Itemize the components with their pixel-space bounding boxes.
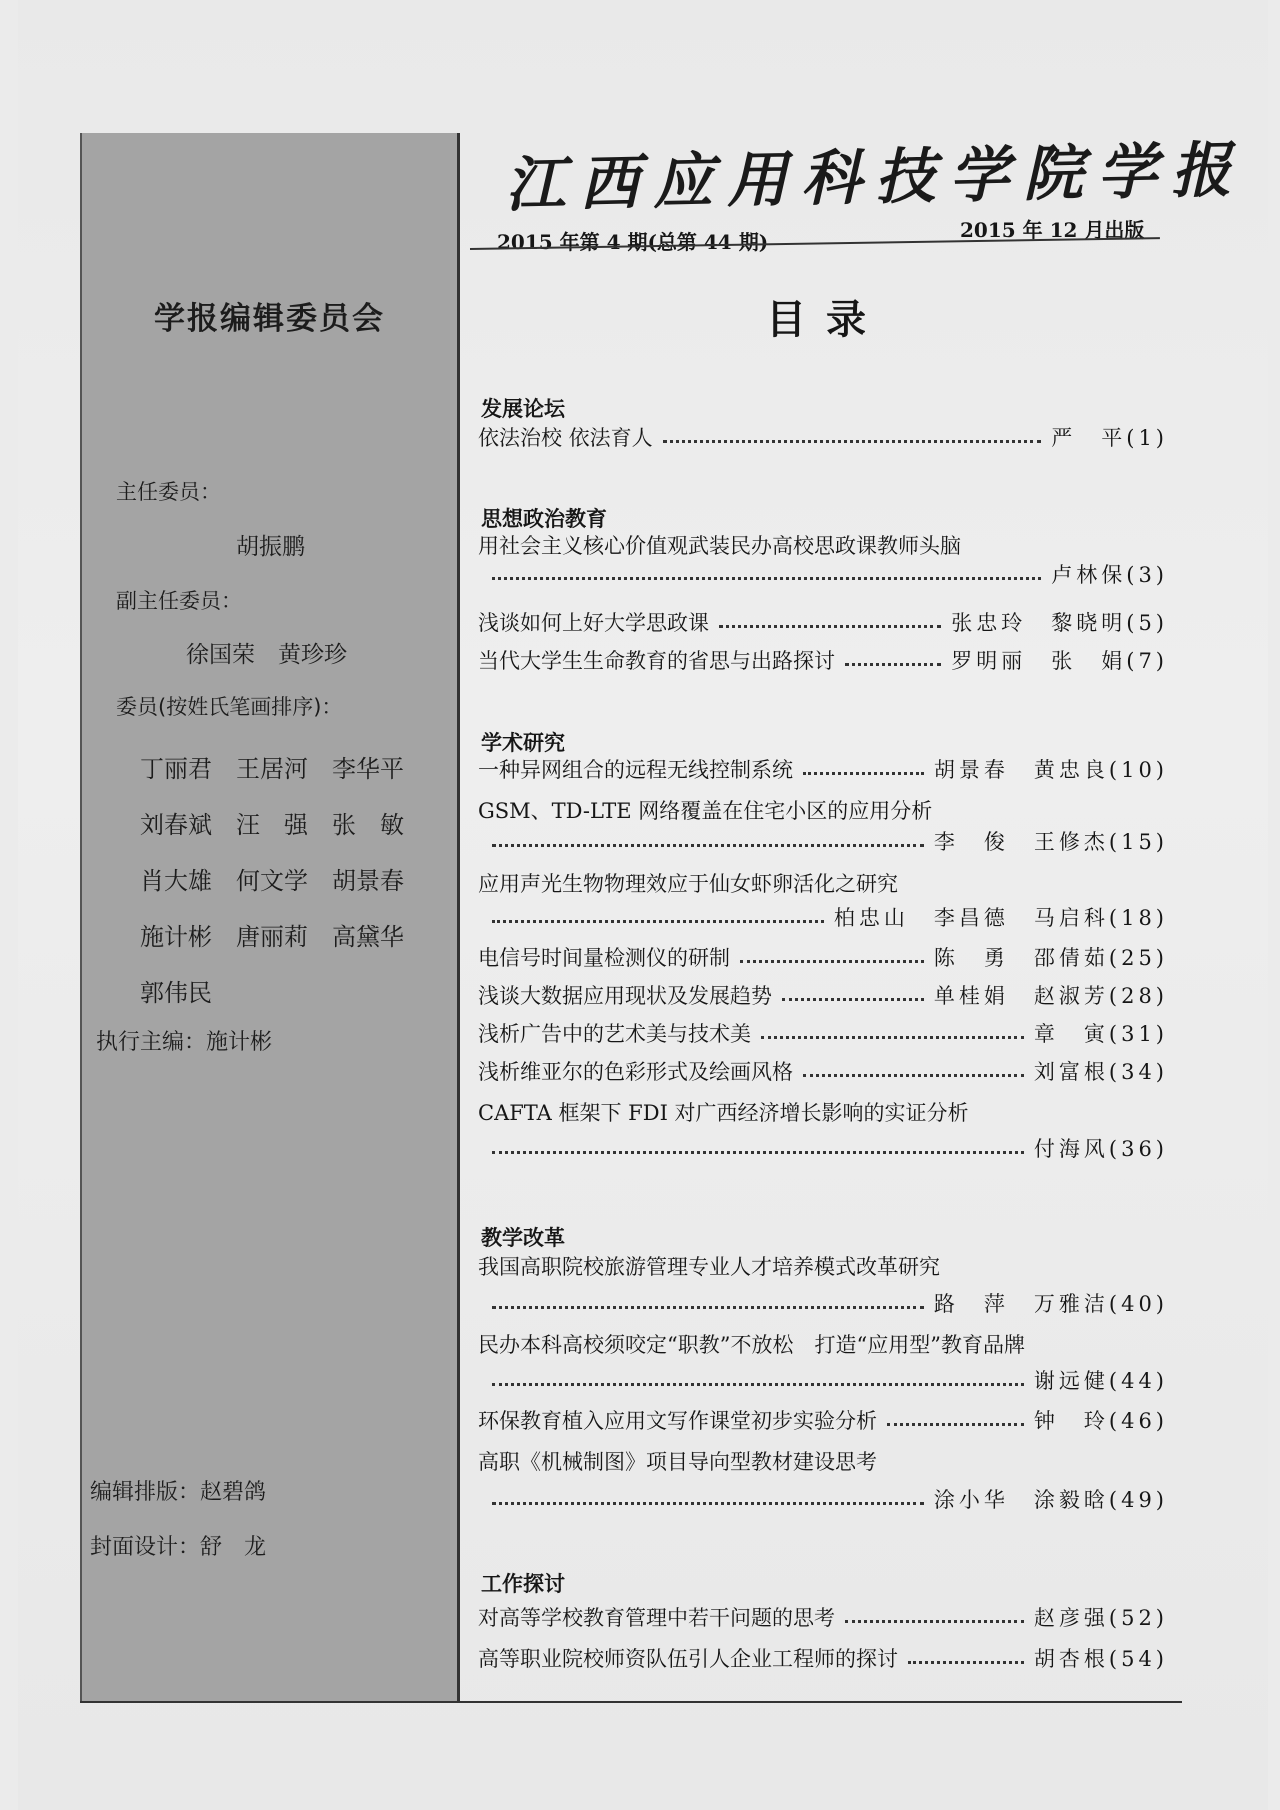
entry-author-page: 张忠玲 黎晓明(5) <box>951 611 1168 635</box>
dot-leader <box>719 625 941 628</box>
entry-title: 环保教育植入应用文写作课堂初步实验分析 <box>478 1409 877 1433</box>
dot-leader <box>492 1151 1024 1154</box>
toc-entry[interactable] <box>478 900 1168 934</box>
entry-title[interactable]: 应用声光生物物理效应于仙女虾卵活化之研究 <box>478 872 898 896</box>
member-name: 汪 强 <box>236 810 308 839</box>
section-heading: 学术研究 <box>481 731 565 755</box>
layout-editor: 编辑排版：赵碧鸽 <box>90 1480 267 1505</box>
vice-director-names: 徐国荣 黄珍珍 <box>186 642 347 668</box>
editorial-sidebar <box>80 133 460 1701</box>
member-name: 唐丽莉 <box>236 922 308 951</box>
toc-entry[interactable] <box>478 978 1168 1012</box>
toc-entry[interactable] <box>478 1016 1168 1050</box>
entry-title[interactable]: 用社会主义核心价值观武装民办高校思政课教师头脑 <box>478 534 961 558</box>
exec-editor: 执行主编：施计彬 <box>96 1030 273 1055</box>
entry-author-page: 章 寅(31) <box>1033 1022 1168 1046</box>
entry-author-page: 李 俊 王修杰(15) <box>933 830 1168 854</box>
entry-author-page: 胡景春 黄忠良(10) <box>933 758 1168 782</box>
toc-entry[interactable] <box>478 1482 1168 1516</box>
entry-author-page: 卢林保(3) <box>1051 563 1168 587</box>
director-name: 胡振鹏 <box>236 534 305 560</box>
member-name: 肖大雄 <box>140 866 212 895</box>
entry-title: 高等职业院校师资队伍引人企业工程师的探讨 <box>478 1647 898 1671</box>
committee-title: 学报编辑委员会 <box>154 301 385 337</box>
toc-entry[interactable] <box>478 605 1168 639</box>
toc-heading: 目录 <box>766 297 886 343</box>
section-heading: 工作探讨 <box>481 1572 565 1596</box>
entry-author-page: 谢远健(44) <box>1033 1369 1168 1393</box>
toc-entry[interactable] <box>478 1403 1168 1437</box>
entry-title: 浅谈如何上好大学思政课 <box>478 611 709 635</box>
member-name: 高黛华 <box>332 922 404 951</box>
member-row <box>140 962 430 1018</box>
entry-title: 一种异网组合的远程无线控制系统 <box>478 758 793 782</box>
entry-author-page: 胡杏根(54) <box>1033 1647 1168 1671</box>
member-name: 李华平 <box>332 754 404 783</box>
vice-director-label: 副主任委员： <box>116 589 242 613</box>
dot-leader <box>492 577 1041 580</box>
entry-title: 电信号时间量检测仪的研制 <box>478 946 730 970</box>
director-label: 主任委员： <box>116 480 221 504</box>
dot-leader <box>803 1074 1024 1077</box>
issue-info: 2015 年第 4 期(总第 44 期) <box>497 230 769 254</box>
dot-leader <box>492 1502 924 1505</box>
toc-entry[interactable] <box>478 1363 1168 1397</box>
entry-author-page: 柏忠山 李昌德 马启科(18) <box>833 906 1168 930</box>
entry-author-page: 赵彦强(52) <box>1033 1606 1168 1630</box>
entry-title: 浅析广告中的艺术美与技术美 <box>478 1022 751 1046</box>
member-name: 胡景春 <box>332 866 404 895</box>
entry-title[interactable]: GSM、TD-LTE 网络覆盖在住宅小区的应用分析 <box>478 799 933 823</box>
dot-leader <box>761 1036 1024 1039</box>
entry-author-page: 付海风(36) <box>1033 1137 1168 1161</box>
toc-entry[interactable] <box>478 940 1168 974</box>
entry-author-page: 严 平(1) <box>1051 426 1168 450</box>
member-name: 何文学 <box>236 866 308 895</box>
entry-title: 浅析维亚尔的色彩形式及绘画风格 <box>478 1060 793 1084</box>
dot-leader <box>908 1661 1024 1664</box>
dot-leader <box>845 663 941 666</box>
entry-title: 对高等学校教育管理中若干问题的思考 <box>478 1606 835 1630</box>
toc-entry[interactable] <box>478 557 1168 591</box>
dot-leader <box>782 998 924 1001</box>
entry-author-page: 钟 玲(46) <box>1033 1409 1168 1433</box>
dot-leader <box>845 1620 1024 1623</box>
entry-author-page: 罗明丽 张 娟(7) <box>951 649 1168 673</box>
member-name: 刘春斌 <box>140 810 212 839</box>
entry-title[interactable]: 高职《机械制图》项目导向型教材建设思考 <box>478 1450 877 1474</box>
entry-author-page: 陈 勇 邵倩茹(25) <box>933 946 1168 970</box>
dot-leader <box>887 1423 1024 1426</box>
entry-author-page: 路 萍 万雅洁(40) <box>933 1292 1168 1316</box>
toc-entry[interactable] <box>478 824 1168 858</box>
member-name: 郭伟民 <box>140 978 212 1007</box>
member-name: 施计彬 <box>140 922 212 951</box>
dot-leader <box>492 1306 924 1309</box>
member-row <box>140 738 430 794</box>
toc-entry[interactable] <box>478 1054 1168 1088</box>
entry-title: 依法治校 依法育人 <box>478 426 653 450</box>
toc-entry[interactable] <box>478 1600 1168 1634</box>
member-list <box>140 738 430 1018</box>
toc-entry[interactable] <box>478 420 1168 454</box>
member-row <box>140 794 430 850</box>
member-row <box>140 850 430 906</box>
section-heading: 教学改革 <box>481 1226 565 1250</box>
dot-leader <box>492 844 924 847</box>
member-row <box>140 906 430 962</box>
toc-entry[interactable] <box>478 752 1168 786</box>
publication-date: 2015 年 12 月出版 <box>960 218 1145 242</box>
toc-entry[interactable] <box>478 1286 1168 1320</box>
dot-leader <box>492 920 824 923</box>
entry-title[interactable]: 民办本科高校须咬定“职教”不放松 打造“应用型”教育品牌 <box>478 1333 1025 1357</box>
member-name: 张 敏 <box>332 810 404 839</box>
toc-entry[interactable] <box>478 643 1168 677</box>
section-heading: 发展论坛 <box>481 397 565 421</box>
journal-title: 江西应用科技学院学报 <box>504 135 1246 221</box>
member-name: 丁丽君 <box>140 754 212 783</box>
member-name: 王居河 <box>236 754 308 783</box>
entry-title: 当代大学生生命教育的省思与出路探讨 <box>478 649 835 673</box>
dot-leader <box>663 440 1042 443</box>
entry-author-page: 单桂娟 赵淑芳(28) <box>933 984 1168 1008</box>
cover-designer: 封面设计：舒 龙 <box>90 1535 267 1560</box>
dot-leader <box>492 1383 1024 1386</box>
entry-author-page: 刘富根(34) <box>1033 1060 1168 1084</box>
dot-leader <box>803 772 924 775</box>
entry-title: 浅谈大数据应用现状及发展趋势 <box>478 984 772 1008</box>
dot-leader <box>740 960 924 963</box>
toc-entry[interactable] <box>478 1641 1168 1675</box>
section-heading: 思想政治教育 <box>481 507 607 531</box>
entry-title[interactable]: 我国高职院校旅游管理专业人才培养模式改革研究 <box>478 1255 940 1279</box>
entry-author-page: 涂小华 涂毅晗(49) <box>933 1488 1168 1512</box>
toc-entry[interactable] <box>478 1131 1168 1165</box>
members-label: 委员(按姓氏笔画排序)： <box>116 695 343 719</box>
entry-title[interactable]: CAFTA 框架下 FDI 对广西经济增长影响的实证分析 <box>478 1101 969 1125</box>
